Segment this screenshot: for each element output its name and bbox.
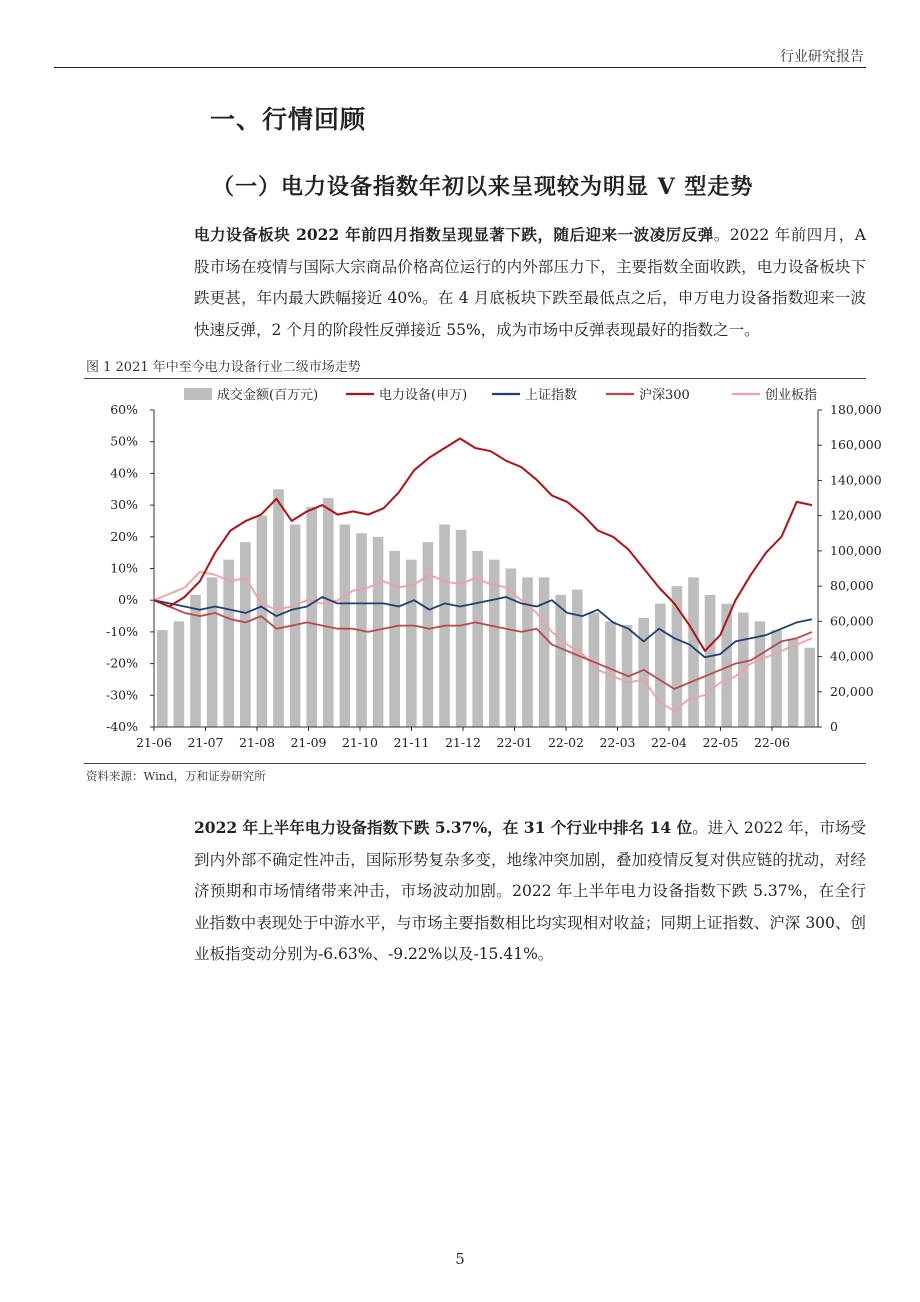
left-tick-label: 40% bbox=[110, 465, 138, 481]
header-title: 行业研究报告 bbox=[780, 49, 864, 65]
right-tick-label: 180,000 bbox=[830, 402, 882, 417]
section-heading: 一、行情回顾 bbox=[210, 105, 367, 134]
paragraph-2-body: 。进入 2022 年，市场受到内外部不确定性冲击，国际形势复杂多变，地缘冲突加剧，叠加疫情反复对供应链的扰动，对经济预期和市场情绪带来冲击，市场波动加剧。2022 年上半年电力设备指数下跌 5.37%，在全行业指数中表现处于中游水平，与市场主要指数相比均实现相对收益；同期上证指数、沪深 300、创业板指变动分别为-6.63%、-9.22%以及-15.41%。 bbox=[194, 819, 866, 963]
paragraph-1-body: 。2022 年前四月，A 股市场在疫情与国际大宗商品价格高位运行的内外部压力下，主要指数全面收跌，电力设备板块下跌更甚，年内最大跌幅接近 40%。在 4 月底板块下跌至最低点之后，申万电力设备指数迎来一波快速反弹，2 个月的阶段性反弹接近 55%，成为市场中反弹表现最好的指数之一。 bbox=[194, 226, 866, 339]
volume-bar bbox=[456, 530, 467, 727]
paragraph-1-lead: 电力设备板块 2022 年前四月指数呈现显著下跌，随后迎来一波凌厉反弹 bbox=[194, 225, 714, 244]
volume-bar bbox=[340, 524, 351, 727]
right-tick-label: 120,000 bbox=[830, 507, 882, 523]
volume-bar bbox=[804, 648, 815, 727]
volume-bar bbox=[788, 639, 799, 727]
left-tick-label: 30% bbox=[110, 497, 138, 513]
left-tick-label: 0% bbox=[118, 592, 138, 608]
market-trend-chart bbox=[84, 379, 882, 763]
right-tick-label: 140,000 bbox=[830, 472, 882, 488]
paragraph-2-lead: 2022 年上半年电力设备指数下跌 5.37%，在 31 个行业中排名 14 位 bbox=[194, 818, 693, 837]
x-tick-label: 22-04 bbox=[650, 735, 688, 750]
legend-swatch-volume bbox=[184, 388, 212, 400]
volume-bar bbox=[223, 560, 234, 727]
page-number: 5 bbox=[455, 1250, 465, 1268]
left-tick-label: 20% bbox=[110, 528, 138, 544]
x-tick-label: 21-06 bbox=[135, 735, 173, 750]
volume-bar bbox=[688, 577, 699, 727]
right-tick-label: 40,000 bbox=[830, 648, 874, 664]
left-tick-label: -40% bbox=[105, 719, 138, 734]
header-divider bbox=[54, 67, 866, 68]
legend-label: 创业板指 bbox=[765, 388, 818, 403]
x-tick-label: 21-12 bbox=[444, 735, 482, 750]
volume-bar bbox=[174, 621, 185, 727]
right-tick-label: 0 bbox=[830, 719, 838, 734]
paragraph-1 bbox=[194, 219, 866, 346]
volume-bar bbox=[423, 542, 434, 727]
volume-bar bbox=[373, 537, 384, 727]
x-tick-label: 22-01 bbox=[496, 735, 533, 750]
figure-bottom-rule bbox=[84, 763, 866, 764]
volume-bar bbox=[323, 498, 334, 727]
left-tick-label: -10% bbox=[105, 623, 138, 639]
x-tick-label: 21-10 bbox=[341, 735, 379, 750]
volume-bar bbox=[240, 542, 251, 727]
x-tick-label: 22-06 bbox=[753, 735, 791, 750]
legend-label: 上证指数 bbox=[525, 388, 578, 403]
legend-label: 成交金额(百万元) bbox=[217, 388, 319, 403]
left-tick-label: 60% bbox=[110, 402, 138, 417]
right-tick-label: 20,000 bbox=[830, 683, 874, 699]
legend-label: 电力设备(申万) bbox=[379, 388, 468, 403]
volume-bar bbox=[539, 577, 550, 727]
x-tick-label: 21-07 bbox=[187, 735, 224, 750]
figure-source: 资料来源：Wind，万和证券研究所 bbox=[86, 769, 266, 783]
volume-bar bbox=[257, 516, 268, 727]
volume-bar bbox=[157, 630, 168, 727]
x-tick-label: 22-05 bbox=[702, 735, 739, 750]
right-tick-label: 100,000 bbox=[830, 542, 882, 558]
x-tick-label: 21-11 bbox=[393, 735, 430, 750]
legend-label: 沪深300 bbox=[639, 388, 690, 403]
right-tick-label: 160,000 bbox=[830, 437, 882, 453]
volume-bar bbox=[655, 604, 666, 727]
volume-bar bbox=[306, 507, 317, 727]
subsection-heading: （一）电力设备指数年初以来呈现较为明显 V 型走势 bbox=[212, 174, 754, 200]
left-tick-label: 10% bbox=[110, 560, 138, 576]
right-tick-label: 60,000 bbox=[830, 613, 874, 629]
right-tick-label: 80,000 bbox=[830, 578, 874, 594]
x-tick-label: 22-02 bbox=[547, 735, 585, 750]
volume-bar bbox=[207, 577, 218, 727]
x-tick-label: 22-03 bbox=[599, 735, 636, 750]
paragraph-2 bbox=[194, 812, 866, 971]
volume-bar bbox=[389, 551, 400, 727]
left-tick-label: -20% bbox=[105, 655, 138, 671]
volume-bar bbox=[572, 590, 583, 727]
volume-bar bbox=[555, 595, 566, 727]
left-tick-label: 50% bbox=[110, 433, 138, 449]
volume-bar bbox=[522, 577, 533, 727]
figure-title: 图 1 2021 年中至今电力设备行业二级市场走势 bbox=[86, 360, 361, 375]
left-tick-label: -30% bbox=[105, 687, 138, 703]
volume-bar bbox=[472, 551, 483, 727]
x-tick-label: 21-09 bbox=[290, 735, 327, 750]
x-tick-label: 21-08 bbox=[238, 735, 276, 750]
volume-bar bbox=[705, 595, 716, 727]
